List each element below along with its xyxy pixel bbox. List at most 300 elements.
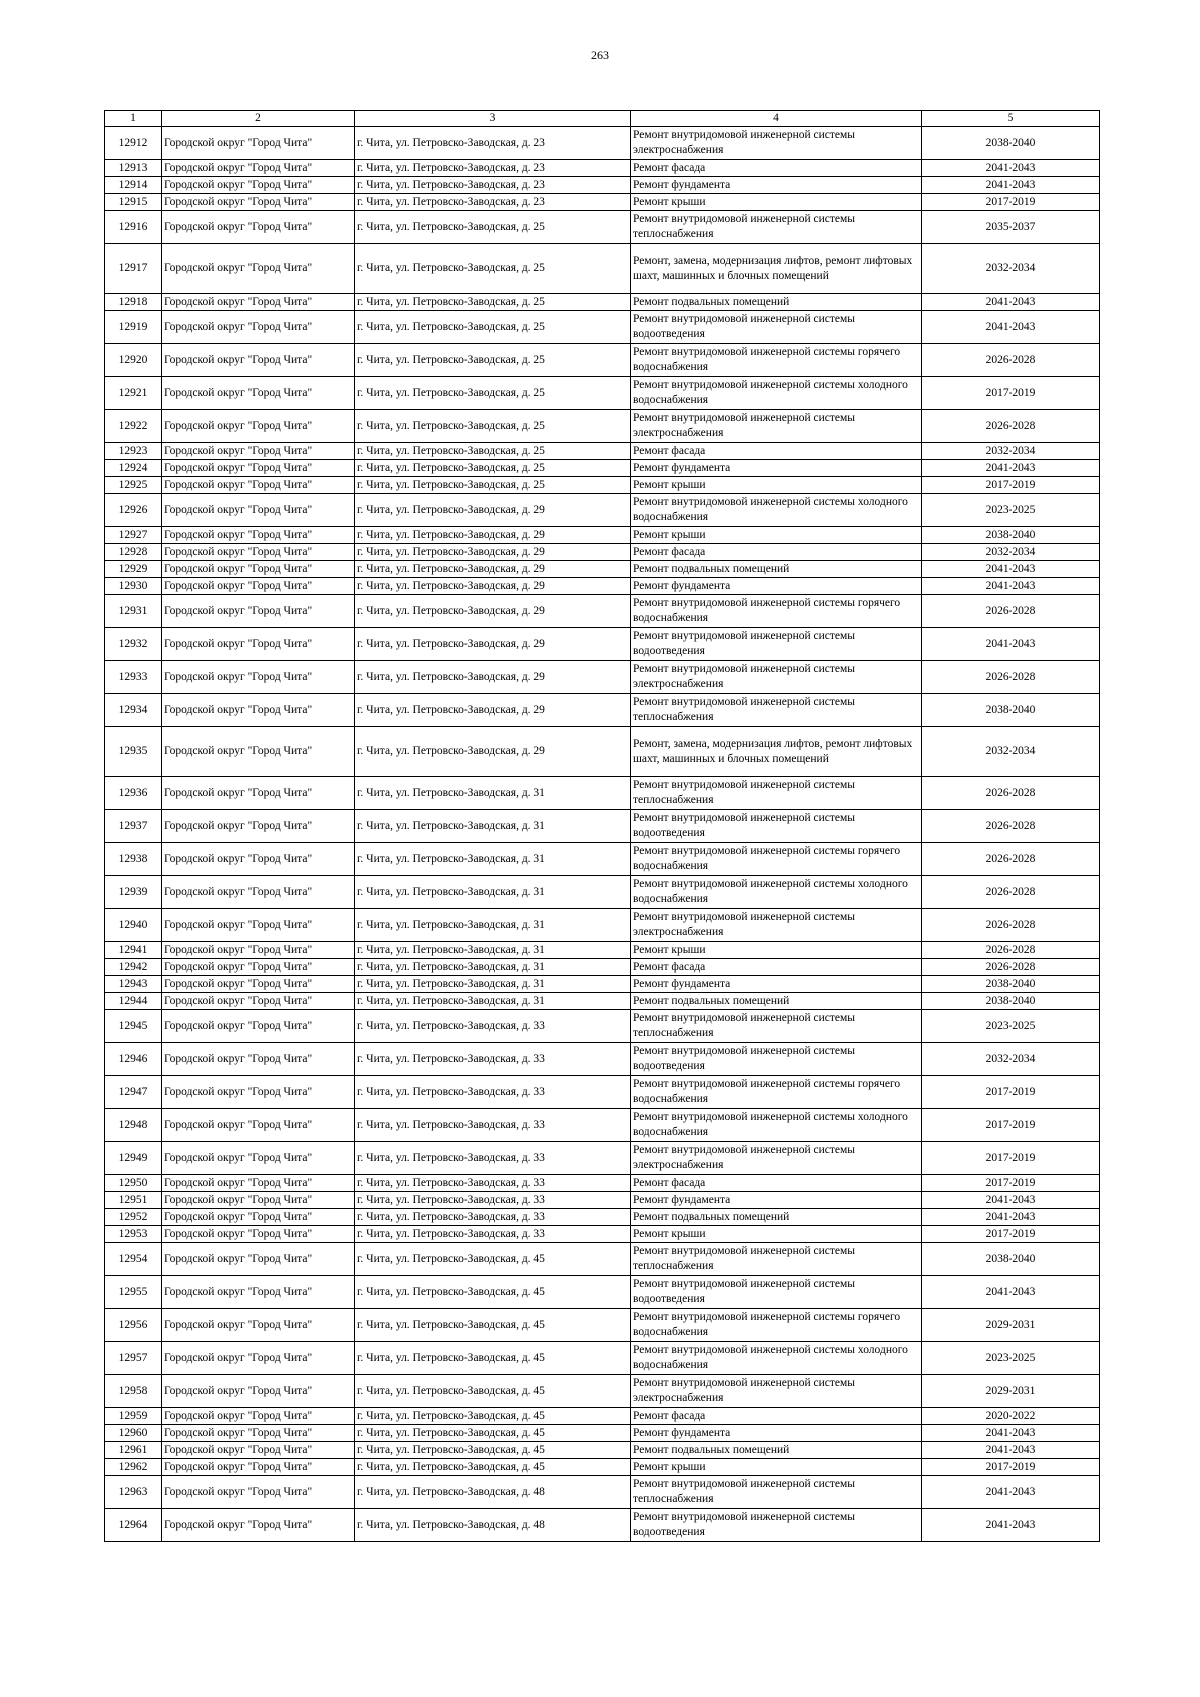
address-cell: г. Чита, ул. Петровско-Заводская, д. 31: [355, 843, 631, 876]
work-type-cell: Ремонт внутридомовой инженерной системы электроснабжения: [631, 1375, 922, 1408]
period-cell: 2026-2028: [922, 410, 1100, 443]
municipality-cell: Городской округ "Город Чита": [162, 377, 355, 410]
table-row: [105, 727, 1100, 777]
work-type-cell: Ремонт крыши: [631, 527, 922, 544]
municipality-cell: Городской округ "Город Чита": [162, 727, 355, 777]
work-type-cell: Ремонт фасада: [631, 160, 922, 177]
table-row: [105, 1276, 1100, 1309]
row-number: 12952: [105, 1209, 162, 1226]
municipality-cell: Городской округ "Город Чита": [162, 494, 355, 527]
address-cell: г. Чита, ул. Петровско-Заводская, д. 29: [355, 544, 631, 561]
row-number: 12948: [105, 1109, 162, 1142]
municipality-cell: Городской округ "Город Чита": [162, 177, 355, 194]
period-cell: 2023-2025: [922, 1342, 1100, 1375]
row-number: 12922: [105, 410, 162, 443]
municipality-cell: Городской округ "Город Чита": [162, 410, 355, 443]
table-row: [105, 443, 1100, 460]
row-number: 12917: [105, 244, 162, 294]
work-type-cell: Ремонт внутридомовой инженерной системы холодного водоснабжения: [631, 494, 922, 527]
address-cell: г. Чита, ул. Петровско-Заводская, д. 48: [355, 1476, 631, 1509]
address-cell: г. Чита, ул. Петровско-Заводская, д. 33: [355, 1209, 631, 1226]
period-cell: 2023-2025: [922, 1010, 1100, 1043]
address-cell: г. Чита, ул. Петровско-Заводская, д. 33: [355, 1142, 631, 1175]
period-cell: 2041-2043: [922, 311, 1100, 344]
table-row: [105, 377, 1100, 410]
municipality-cell: Городской округ "Город Чита": [162, 211, 355, 244]
address-cell: г. Чита, ул. Петровско-Заводская, д. 33: [355, 1043, 631, 1076]
table-row: [105, 1076, 1100, 1109]
municipality-cell: Городской округ "Город Чита": [162, 777, 355, 810]
table-body: [105, 127, 1100, 1542]
row-number: 12959: [105, 1408, 162, 1425]
municipality-cell: Городской округ "Город Чита": [162, 561, 355, 578]
address-cell: г. Чита, ул. Петровско-Заводская, д. 45: [355, 1342, 631, 1375]
address-cell: г. Чита, ул. Петровско-Заводская, д. 25: [355, 244, 631, 294]
row-number: 12946: [105, 1043, 162, 1076]
period-cell: 2041-2043: [922, 628, 1100, 661]
municipality-cell: Городской округ "Город Чита": [162, 1175, 355, 1192]
table-row: [105, 344, 1100, 377]
work-type-cell: Ремонт фундамента: [631, 976, 922, 993]
address-cell: г. Чита, ул. Петровско-Заводская, д. 25: [355, 443, 631, 460]
period-cell: 2038-2040: [922, 527, 1100, 544]
period-cell: 2038-2040: [922, 976, 1100, 993]
row-number: 12914: [105, 177, 162, 194]
table-row: [105, 194, 1100, 211]
row-number: 12936: [105, 777, 162, 810]
period-cell: 2038-2040: [922, 1243, 1100, 1276]
table-row: [105, 294, 1100, 311]
address-cell: г. Чита, ул. Петровско-Заводская, д. 29: [355, 561, 631, 578]
address-cell: г. Чита, ул. Петровско-Заводская, д. 29: [355, 595, 631, 628]
address-cell: г. Чита, ул. Петровско-Заводская, д. 45: [355, 1459, 631, 1476]
table-row: [105, 544, 1100, 561]
period-cell: 2041-2043: [922, 1276, 1100, 1309]
municipality-cell: Городской округ "Город Чита": [162, 127, 355, 160]
period-cell: 2032-2034: [922, 727, 1100, 777]
row-number: 12926: [105, 494, 162, 527]
municipality-cell: Городской округ "Город Чита": [162, 1342, 355, 1375]
address-cell: г. Чита, ул. Петровско-Заводская, д. 45: [355, 1243, 631, 1276]
period-cell: 2041-2043: [922, 160, 1100, 177]
period-cell: 2017-2019: [922, 477, 1100, 494]
period-cell: 2026-2028: [922, 876, 1100, 909]
work-type-cell: Ремонт внутридомовой инженерной системы электроснабжения: [631, 1142, 922, 1175]
period-cell: 2026-2028: [922, 942, 1100, 959]
work-type-cell: Ремонт крыши: [631, 194, 922, 211]
row-number: 12939: [105, 876, 162, 909]
address-cell: г. Чита, ул. Петровско-Заводская, д. 33: [355, 1175, 631, 1192]
row-number: 12953: [105, 1226, 162, 1243]
address-cell: г. Чита, ул. Петровско-Заводская, д. 45: [355, 1309, 631, 1342]
address-cell: г. Чита, ул. Петровско-Заводская, д. 25: [355, 344, 631, 377]
row-number: 12932: [105, 628, 162, 661]
period-cell: 2041-2043: [922, 1442, 1100, 1459]
address-cell: г. Чита, ул. Петровско-Заводская, д. 25: [355, 460, 631, 477]
address-cell: г. Чита, ул. Петровско-Заводская, д. 45: [355, 1276, 631, 1309]
work-type-cell: Ремонт подвальных помещений: [631, 1442, 922, 1459]
work-type-cell: Ремонт фундамента: [631, 177, 922, 194]
period-cell: 2041-2043: [922, 177, 1100, 194]
address-cell: г. Чита, ул. Петровско-Заводская, д. 45: [355, 1442, 631, 1459]
work-type-cell: Ремонт внутридомовой инженерной системы горячего водоснабжения: [631, 843, 922, 876]
municipality-cell: Городской округ "Город Чита": [162, 976, 355, 993]
work-type-cell: Ремонт внутридомовой инженерной системы теплоснабжения: [631, 777, 922, 810]
municipality-cell: Городской округ "Город Чита": [162, 527, 355, 544]
column-header-2: 2: [162, 111, 355, 127]
row-number: 12950: [105, 1175, 162, 1192]
municipality-cell: Городской округ "Город Чита": [162, 194, 355, 211]
address-cell: г. Чита, ул. Петровско-Заводская, д. 33: [355, 1192, 631, 1209]
period-cell: 2041-2043: [922, 578, 1100, 595]
work-type-cell: Ремонт внутридомовой инженерной системы водоотведения: [631, 1276, 922, 1309]
municipality-cell: Городской округ "Город Чита": [162, 460, 355, 477]
address-cell: г. Чита, ул. Петровско-Заводская, д. 29: [355, 628, 631, 661]
municipality-cell: Городской округ "Город Чита": [162, 876, 355, 909]
municipality-cell: Городской округ "Город Чита": [162, 1509, 355, 1542]
municipality-cell: Городской округ "Город Чита": [162, 1142, 355, 1175]
municipality-cell: Городской округ "Город Чита": [162, 628, 355, 661]
period-cell: 2041-2043: [922, 1476, 1100, 1509]
period-cell: 2026-2028: [922, 344, 1100, 377]
address-cell: г. Чита, ул. Петровско-Заводская, д. 31: [355, 959, 631, 976]
row-number: 12960: [105, 1425, 162, 1442]
address-cell: г. Чита, ул. Петровско-Заводская, д. 31: [355, 909, 631, 942]
work-type-cell: Ремонт внутридомовой инженерной системы горячего водоснабжения: [631, 1076, 922, 1109]
period-cell: 2029-2031: [922, 1375, 1100, 1408]
period-cell: 2038-2040: [922, 993, 1100, 1010]
address-cell: г. Чита, ул. Петровско-Заводская, д. 29: [355, 727, 631, 777]
municipality-cell: Городской округ "Город Чита": [162, 942, 355, 959]
table-row: [105, 993, 1100, 1010]
municipality-cell: Городской округ "Город Чита": [162, 1276, 355, 1309]
header-row: [105, 111, 1100, 127]
period-cell: 2017-2019: [922, 1076, 1100, 1109]
table-row: [105, 160, 1100, 177]
table-row: [105, 1209, 1100, 1226]
work-type-cell: Ремонт внутридомовой инженерной системы горячего водоснабжения: [631, 344, 922, 377]
table-row: [105, 561, 1100, 578]
table-row: [105, 1425, 1100, 1442]
row-number: 12920: [105, 344, 162, 377]
row-number: 12912: [105, 127, 162, 160]
table-row: [105, 1309, 1100, 1342]
row-number: 12935: [105, 727, 162, 777]
address-cell: г. Чита, ул. Петровско-Заводская, д. 23: [355, 160, 631, 177]
work-type-cell: Ремонт подвальных помещений: [631, 561, 922, 578]
address-cell: г. Чита, ул. Петровско-Заводская, д. 45: [355, 1408, 631, 1425]
period-cell: 2032-2034: [922, 544, 1100, 561]
period-cell: 2026-2028: [922, 595, 1100, 628]
address-cell: г. Чита, ул. Петровско-Заводская, д. 25: [355, 311, 631, 344]
row-number: 12955: [105, 1276, 162, 1309]
work-type-cell: Ремонт крыши: [631, 1459, 922, 1476]
column-header-4: 4: [631, 111, 922, 127]
work-type-cell: Ремонт внутридомовой инженерной системы холодного водоснабжения: [631, 1342, 922, 1375]
period-cell: 2035-2037: [922, 211, 1100, 244]
table-row: [105, 494, 1100, 527]
table-row: [105, 876, 1100, 909]
table-row: [105, 595, 1100, 628]
address-cell: г. Чита, ул. Петровско-Заводская, д. 23: [355, 177, 631, 194]
work-type-cell: Ремонт фундамента: [631, 460, 922, 477]
address-cell: г. Чита, ул. Петровско-Заводская, д. 25: [355, 477, 631, 494]
period-cell: 2017-2019: [922, 1142, 1100, 1175]
period-cell: 2032-2034: [922, 1043, 1100, 1076]
table-row: [105, 1142, 1100, 1175]
work-type-cell: Ремонт фундамента: [631, 1192, 922, 1209]
row-number: 12942: [105, 959, 162, 976]
table-row: [105, 177, 1100, 194]
address-cell: г. Чита, ул. Петровско-Заводская, д. 25: [355, 211, 631, 244]
work-type-cell: Ремонт внутридомовой инженерной системы теплоснабжения: [631, 694, 922, 727]
table-row: [105, 1476, 1100, 1509]
row-number: 12954: [105, 1243, 162, 1276]
work-type-cell: Ремонт фундамента: [631, 1425, 922, 1442]
address-cell: г. Чита, ул. Петровско-Заводская, д. 29: [355, 661, 631, 694]
table-row: [105, 410, 1100, 443]
work-type-cell: Ремонт фасада: [631, 544, 922, 561]
table-row: [105, 1175, 1100, 1192]
table-row: [105, 477, 1100, 494]
table-row: [105, 127, 1100, 160]
municipality-cell: Городской округ "Город Чита": [162, 344, 355, 377]
work-type-cell: Ремонт подвальных помещений: [631, 993, 922, 1010]
table-row: [105, 661, 1100, 694]
table-row: [105, 1010, 1100, 1043]
row-number: 12957: [105, 1342, 162, 1375]
work-type-cell: Ремонт внутридомовой инженерной системы электроснабжения: [631, 661, 922, 694]
row-number: 12916: [105, 211, 162, 244]
municipality-cell: Городской округ "Город Чита": [162, 311, 355, 344]
municipality-cell: Городской округ "Город Чита": [162, 1076, 355, 1109]
row-number: 12947: [105, 1076, 162, 1109]
row-number: 12963: [105, 1476, 162, 1509]
period-cell: 2032-2034: [922, 443, 1100, 460]
municipality-cell: Городской округ "Город Чита": [162, 1043, 355, 1076]
period-cell: 2041-2043: [922, 1509, 1100, 1542]
period-cell: 2026-2028: [922, 909, 1100, 942]
period-cell: 2026-2028: [922, 843, 1100, 876]
table-row: [105, 1226, 1100, 1243]
period-cell: 2041-2043: [922, 1425, 1100, 1442]
row-number: 12944: [105, 993, 162, 1010]
table-row: [105, 1043, 1100, 1076]
table-row: [105, 244, 1100, 294]
work-type-cell: Ремонт крыши: [631, 942, 922, 959]
municipality-cell: Городской округ "Город Чита": [162, 1109, 355, 1142]
period-cell: 2017-2019: [922, 1109, 1100, 1142]
address-cell: г. Чита, ул. Петровско-Заводская, д. 23: [355, 194, 631, 211]
row-number: 12940: [105, 909, 162, 942]
period-cell: 2023-2025: [922, 494, 1100, 527]
row-number: 12923: [105, 443, 162, 460]
row-number: 12938: [105, 843, 162, 876]
table-row: [105, 1459, 1100, 1476]
work-type-cell: Ремонт внутридомовой инженерной системы холодного водоснабжения: [631, 377, 922, 410]
row-number: 12929: [105, 561, 162, 578]
municipality-cell: Городской округ "Город Чита": [162, 959, 355, 976]
work-type-cell: Ремонт внутридомовой инженерной системы водоотведения: [631, 1509, 922, 1542]
address-cell: г. Чита, ул. Петровско-Заводская, д. 23: [355, 127, 631, 160]
work-type-cell: Ремонт внутридомовой инженерной системы электроснабжения: [631, 127, 922, 160]
municipality-cell: Городской округ "Город Чита": [162, 477, 355, 494]
municipality-cell: Городской округ "Город Чита": [162, 544, 355, 561]
address-cell: г. Чита, ул. Петровско-Заводская, д. 29: [355, 494, 631, 527]
table-row: [105, 628, 1100, 661]
municipality-cell: Городской округ "Город Чита": [162, 160, 355, 177]
work-type-cell: Ремонт фасада: [631, 1408, 922, 1425]
table-row: [105, 311, 1100, 344]
table-row: [105, 211, 1100, 244]
work-type-cell: Ремонт внутридомовой инженерной системы теплоснабжения: [631, 1476, 922, 1509]
table-row: [105, 810, 1100, 843]
address-cell: г. Чита, ул. Петровско-Заводская, д. 31: [355, 993, 631, 1010]
row-number: 12961: [105, 1442, 162, 1459]
municipality-cell: Городской округ "Город Чита": [162, 1010, 355, 1043]
municipality-cell: Городской округ "Город Чита": [162, 1476, 355, 1509]
table-row: [105, 942, 1100, 959]
work-type-cell: Ремонт фундамента: [631, 578, 922, 595]
work-type-cell: Ремонт внутридомовой инженерной системы водоотведения: [631, 1043, 922, 1076]
work-type-cell: Ремонт внутридомовой инженерной системы водоотведения: [631, 311, 922, 344]
address-cell: г. Чита, ул. Петровско-Заводская, д. 31: [355, 976, 631, 993]
municipality-cell: Городской округ "Город Чита": [162, 578, 355, 595]
address-cell: г. Чита, ул. Петровско-Заводская, д. 29: [355, 578, 631, 595]
municipality-cell: Городской округ "Город Чита": [162, 1209, 355, 1226]
table-row: [105, 1243, 1100, 1276]
address-cell: г. Чита, ул. Петровско-Заводская, д. 25: [355, 377, 631, 410]
work-type-cell: Ремонт фасада: [631, 1175, 922, 1192]
work-type-cell: Ремонт подвальных помещений: [631, 1209, 922, 1226]
municipality-cell: Городской округ "Город Чита": [162, 1459, 355, 1476]
work-type-cell: Ремонт внутридомовой инженерной системы водоотведения: [631, 628, 922, 661]
row-number: 12925: [105, 477, 162, 494]
row-number: 12949: [105, 1142, 162, 1175]
row-number: 12958: [105, 1375, 162, 1408]
column-header-5: 5: [922, 111, 1100, 127]
table-row: [105, 1509, 1100, 1542]
address-cell: г. Чита, ул. Петровско-Заводская, д. 33: [355, 1109, 631, 1142]
period-cell: 2041-2043: [922, 1192, 1100, 1209]
municipality-cell: Городской округ "Город Чита": [162, 1375, 355, 1408]
address-cell: г. Чита, ул. Петровско-Заводская, д. 25: [355, 410, 631, 443]
address-cell: г. Чита, ул. Петровско-Заводская, д. 33: [355, 1226, 631, 1243]
table-row: [105, 694, 1100, 727]
period-cell: 2026-2028: [922, 810, 1100, 843]
period-cell: 2038-2040: [922, 127, 1100, 160]
table-row: [105, 1192, 1100, 1209]
row-number: 12934: [105, 694, 162, 727]
row-number: 12962: [105, 1459, 162, 1476]
address-cell: г. Чита, ул. Петровско-Заводская, д. 31: [355, 876, 631, 909]
row-number: 12964: [105, 1509, 162, 1542]
work-type-cell: Ремонт внутридомовой инженерной системы водоотведения: [631, 810, 922, 843]
work-type-cell: Ремонт внутридомовой инженерной системы теплоснабжения: [631, 1010, 922, 1043]
row-number: 12930: [105, 578, 162, 595]
work-type-cell: Ремонт внутридомовой инженерной системы холодного водоснабжения: [631, 1109, 922, 1142]
row-number: 12918: [105, 294, 162, 311]
work-type-cell: Ремонт внутридомовой инженерной системы холодного водоснабжения: [631, 876, 922, 909]
row-number: 12913: [105, 160, 162, 177]
municipality-cell: Городской округ "Город Чита": [162, 993, 355, 1010]
work-type-cell: Ремонт фасада: [631, 959, 922, 976]
work-type-cell: Ремонт внутридомовой инженерной системы горячего водоснабжения: [631, 1309, 922, 1342]
row-number: 12943: [105, 976, 162, 993]
period-cell: 2041-2043: [922, 561, 1100, 578]
row-number: 12915: [105, 194, 162, 211]
address-cell: г. Чита, ул. Петровско-Заводская, д. 25: [355, 294, 631, 311]
period-cell: 2017-2019: [922, 1459, 1100, 1476]
address-cell: г. Чита, ул. Петровско-Заводская, д. 45: [355, 1375, 631, 1408]
municipality-cell: Городской округ "Город Чита": [162, 443, 355, 460]
table-row: [105, 976, 1100, 993]
municipality-cell: Городской округ "Город Чита": [162, 244, 355, 294]
address-cell: г. Чита, ул. Петровско-Заводская, д. 29: [355, 694, 631, 727]
municipality-cell: Городской округ "Город Чита": [162, 1226, 355, 1243]
address-cell: г. Чита, ул. Петровско-Заводская, д. 31: [355, 777, 631, 810]
table-row: [105, 527, 1100, 544]
municipality-cell: Городской округ "Город Чита": [162, 1408, 355, 1425]
work-type-cell: Ремонт крыши: [631, 477, 922, 494]
table-row: [105, 909, 1100, 942]
column-header-3: 3: [355, 111, 631, 127]
work-type-cell: Ремонт, замена, модернизация лифтов, ремонт лифтовых шахт, машинных и блочных помещений: [631, 727, 922, 777]
work-type-cell: Ремонт подвальных помещений: [631, 294, 922, 311]
row-number: 12921: [105, 377, 162, 410]
work-type-cell: Ремонт фасада: [631, 443, 922, 460]
address-cell: г. Чита, ул. Петровско-Заводская, д. 33: [355, 1076, 631, 1109]
municipality-cell: Городской округ "Город Чита": [162, 843, 355, 876]
work-type-cell: Ремонт, замена, модернизация лифтов, ремонт лифтовых шахт, машинных и блочных помещений: [631, 244, 922, 294]
address-cell: г. Чита, ул. Петровско-Заводская, д. 29: [355, 527, 631, 544]
table-row: [105, 1342, 1100, 1375]
municipality-cell: Городской округ "Город Чита": [162, 694, 355, 727]
municipality-cell: Городской округ "Город Чита": [162, 810, 355, 843]
period-cell: 2017-2019: [922, 377, 1100, 410]
municipality-cell: Городской округ "Город Чита": [162, 1243, 355, 1276]
row-number: 12931: [105, 595, 162, 628]
row-number: 12937: [105, 810, 162, 843]
work-type-cell: Ремонт внутридомовой инженерной системы теплоснабжения: [631, 1243, 922, 1276]
row-number: 12919: [105, 311, 162, 344]
municipality-cell: Городской округ "Город Чита": [162, 661, 355, 694]
period-cell: 2020-2022: [922, 1408, 1100, 1425]
municipality-cell: Городской округ "Город Чита": [162, 1425, 355, 1442]
address-cell: г. Чита, ул. Петровско-Заводская, д. 45: [355, 1425, 631, 1442]
period-cell: 2026-2028: [922, 959, 1100, 976]
municipality-cell: Городской округ "Город Чита": [162, 1309, 355, 1342]
work-type-cell: Ремонт внутридомовой инженерной системы электроснабжения: [631, 410, 922, 443]
table-row: [105, 460, 1100, 477]
period-cell: 2017-2019: [922, 1226, 1100, 1243]
table-row: [105, 1109, 1100, 1142]
row-number: 12924: [105, 460, 162, 477]
row-number: 12951: [105, 1192, 162, 1209]
row-number: 12927: [105, 527, 162, 544]
table-row: [105, 1442, 1100, 1459]
table-row: [105, 578, 1100, 595]
table-row: [105, 777, 1100, 810]
municipality-cell: Городской округ "Город Чита": [162, 1442, 355, 1459]
row-number: 12956: [105, 1309, 162, 1342]
work-type-cell: Ремонт крыши: [631, 1226, 922, 1243]
work-type-cell: Ремонт внутридомовой инженерной системы электроснабжения: [631, 909, 922, 942]
period-cell: 2026-2028: [922, 661, 1100, 694]
table-row: [105, 959, 1100, 976]
repair-schedule-table: [104, 110, 1100, 1542]
period-cell: 2032-2034: [922, 244, 1100, 294]
